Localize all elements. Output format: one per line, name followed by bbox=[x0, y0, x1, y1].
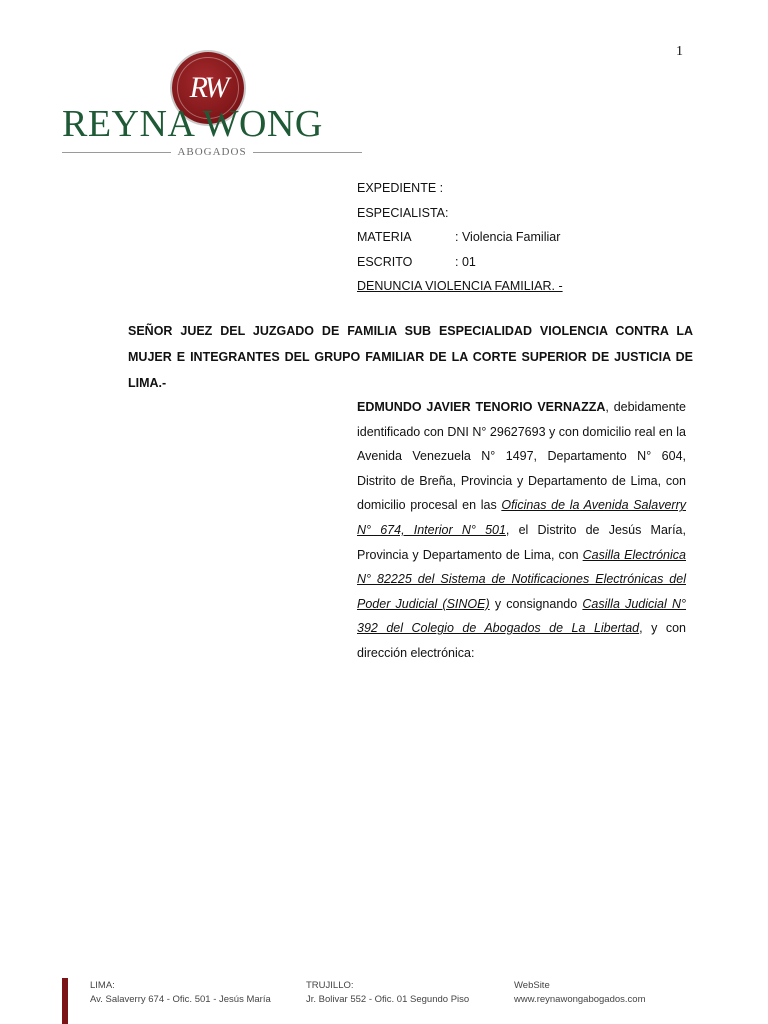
footer-lima-address: Av. Salaverry 674 - Ofic. 501 - Jesús María bbox=[90, 994, 271, 1005]
logo-rule-right bbox=[253, 152, 362, 153]
page-number: 1 bbox=[676, 44, 683, 59]
field-escrito-value: : 01 bbox=[455, 254, 476, 269]
firm-logo bbox=[62, 50, 366, 160]
body-text-2: , el Distrito de Jesús María, Provincia y Departamento de Lima, con bbox=[357, 522, 686, 562]
procedural-office: Oficinas de la Avenida Salaverry N° 674, Interior N° 501 bbox=[357, 498, 686, 537]
complainant-name: EDMUNDO JAVIER TENORIO VERNAZZA bbox=[357, 400, 606, 414]
footer-lima-label: LIMA: bbox=[90, 980, 115, 991]
logo-subtitle: ABOGADOS bbox=[177, 146, 247, 158]
logo-brand-name: REYNA WONG bbox=[62, 103, 323, 145]
judicial-box: Casilla Judicial N° 392 del Colegio de Abogados de La Libertad bbox=[357, 596, 687, 636]
case-fields bbox=[357, 176, 697, 299]
logo-seal-monogram: RW bbox=[177, 57, 239, 119]
document-title: DENUNCIA VIOLENCIA FAMILIAR. - bbox=[357, 279, 563, 294]
footer-website-label: WebSite bbox=[514, 980, 550, 991]
electronic-box: Casilla Electrónica N° 82225 del Sistema de Notificaciones Electrónicas del Poder Judicial (SINOE) bbox=[357, 547, 686, 611]
logo-rule-left bbox=[62, 152, 171, 153]
field-especialista-label: ESPECIALISTA: bbox=[357, 205, 449, 220]
footer-website bbox=[514, 979, 646, 1007]
field-escrito bbox=[357, 250, 697, 275]
logo-subtitle-row bbox=[62, 145, 362, 159]
field-expediente bbox=[357, 176, 697, 201]
footer-trujillo-label: TRUJILLO: bbox=[306, 980, 354, 991]
field-escrito-label: ESCRITO bbox=[357, 254, 413, 269]
footer-accent-bar bbox=[62, 978, 68, 1024]
addressee-paragraph: SEÑOR JUEZ DEL JUZGADO DE FAMILIA SUB ESPECIALIDAD VIOLENCIA CONTRA LA MUJER E INTEGRANTES DEL GRUPO FAMILIAR DE LA CORTE SUPERIOR DE JUSTICIA DE LIMA.- bbox=[128, 324, 693, 390]
footer-lima bbox=[90, 979, 271, 1007]
field-materia bbox=[357, 225, 697, 250]
body-text-1: , debidamente identificado con DNI N° 29627693 y con domicilio real en la Avenida Venezuela N° 1497, Departamento N° 604, Distrito de Breña, Provincia y Departamento de Lima, con domicilio procesal en las bbox=[357, 400, 686, 513]
field-expediente-label: EXPEDIENTE : bbox=[357, 181, 444, 196]
body-text-4: , y con dirección electrónica: bbox=[357, 621, 686, 660]
field-especialista bbox=[357, 201, 697, 226]
body-paragraph bbox=[357, 395, 686, 666]
footer-website-url[interactable]: www.reynawongabogados.com bbox=[514, 994, 646, 1005]
field-materia-label: MATERIA bbox=[357, 230, 412, 245]
footer-trujillo bbox=[306, 979, 469, 1007]
document-title-row bbox=[357, 274, 697, 299]
field-materia-value: : Violencia Familiar bbox=[455, 230, 561, 245]
footer-trujillo-address: Jr. Bolivar 552 - Ofic. 01 Segundo Piso bbox=[306, 994, 470, 1005]
body-text-3: y consignando bbox=[489, 596, 583, 611]
